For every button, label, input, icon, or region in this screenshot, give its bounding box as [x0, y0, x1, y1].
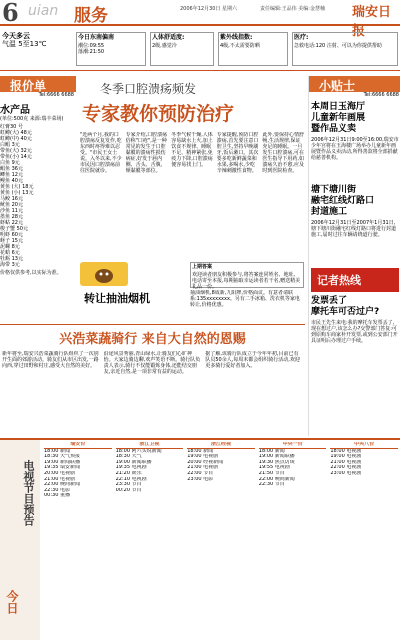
feature-para: 专家介绍,口腔溃疡俗称"口疮",是一种常见的发生于口腔黏膜的溃疡性损伤病症,好发于唇内侧、舌头、舌腹、颊黏膜等部位。 [125, 132, 168, 174]
price-title: 水产品 [0, 105, 30, 116]
list-item: 泥螺 8元 [0, 244, 20, 250]
medical-box: 医疗: 急救电话:120 注射、可以为你提供帮助 [292, 32, 398, 66]
list-item: 黄鱼 (大) 18元 [0, 184, 34, 190]
tips-header [309, 76, 400, 92]
list-item: 白鲳 3元 [0, 142, 20, 148]
list-item: 墨鱼 28元 [0, 214, 23, 220]
section-latin: uian [28, 3, 59, 19]
list-item: 虹鳟(中) 40元 [0, 136, 32, 142]
tv-today: 今日 [5, 590, 19, 614]
list-item: 马鲛 16元 [0, 196, 23, 202]
transfer-title: 转让抽油烟机 [84, 292, 150, 305]
list-item: 黄鱼 (小) 13元 [0, 190, 34, 196]
list-item: 花蛤 6元 [0, 250, 20, 256]
list-item: 鲳鱼 36元 [0, 166, 23, 172]
feature-para: 冬季气候干燥,人体容易缺水上火,加上饮食不规律、睡眠不足、精神紧张,免疫力下降,口腔溃疡便容易找上门。 [171, 132, 213, 168]
list-item: 红膏30 号 [0, 124, 23, 130]
tips-tel: Tel:6666 6688 [363, 92, 399, 98]
story2-headline: 塘下塘川街 融宅红线灯路口 封道施工 [311, 185, 375, 217]
tv-vertical-title: 电视节目预告 [22, 460, 35, 526]
list-item: 虹鳟(大) 48元 [0, 130, 32, 136]
editor-line: 责任编辑:王品伟 美编:金慧楠 [260, 6, 325, 12]
tv-label [0, 440, 40, 640]
header-bar [0, 0, 400, 39]
classified-section [80, 262, 305, 318]
reporter-hotline: 记者热线 [311, 268, 399, 292]
price-header [0, 76, 76, 92]
page-number: 6 [2, 0, 19, 27]
story1-headline: 本周日玉海厅 儿童新年画展 暨作品义卖 [311, 102, 366, 134]
list-item: 蛏子 15元 [0, 238, 23, 244]
dog-logo [80, 262, 128, 286]
price-column [0, 76, 76, 318]
tips-column [308, 76, 400, 436]
list-item: 牡蛎 13元 [0, 256, 23, 262]
wide-headline: 兴浩菜蔬骑行 来自大自然的恩赐 [59, 332, 246, 347]
story1-body: 2006年12月31日9:00至16:00,瑞安市少年宫将在玉海楼广场举办儿童新年画展暨作品义卖活动,所得善款将全部捐献给慈善机构。 [311, 137, 399, 161]
feature-headline: 专家教你预防治疗 [82, 103, 235, 125]
wide-story [0, 324, 305, 437]
list-item: 鱿鱼 20元 [0, 202, 23, 208]
feature-kicker: 冬季口腔溃疡频发 [100, 82, 197, 96]
list-item: 虾蛄 22元 [0, 220, 23, 226]
tips-header-label: 小贴士 [319, 79, 356, 93]
tv-channel: 浙江经视 18:00 新闻 19:00 电视剧 20:00 经视新闻 21:00 电视剧 22:00 节目 23:00 电影 [187, 442, 255, 499]
list-item: 梭子蟹 50元 [0, 226, 28, 232]
tv-channel: 浙江卫视 18:00 阿六头说新闻 18:30 天气 19:00 新闻联播 19:35 电视剧 21:20 娱乐 22:10 电视剧 23:30 节目 00:20 节目 [116, 442, 184, 499]
list-item: 海带 3元 [0, 262, 20, 268]
answer-box: 上期答案 欢迎读者朋友积极参与,将答案连同姓名、地址、电话寄至本报,每期抽取幸运读者若干名,赠送精美礼品一份。 [190, 262, 304, 288]
tv-listings [0, 438, 400, 640]
feature-para: 此外,要保持心情舒畅,生活规律,保证充足的睡眠。一旦发生口腔溃疡,可在医生指导下用药,如溃疡久治不愈,应及时到医院检查。 [262, 132, 304, 174]
wide-para: 据了解,该骑行队成立于今年年初,目前已有队员50余人,每周末都会组织骑行活动,欢迎更多骑行爱好者加入。 [205, 351, 300, 369]
feature-para: "近两个月,我的口腔溃疡反复发作,吃东西时疼得难以忍受。"市民王女士说。入冬以来,不少市民因口腔溃疡前往医院就诊。 [80, 132, 122, 174]
list-item: 鲫鱼 12元 [0, 172, 23, 178]
feature-story [80, 80, 305, 260]
tide-box: 今日东南偏南 潮位:09:55 落潮:21:50 [76, 32, 146, 66]
tv-channel: 中央八台 18:00 电视剧 19:00 电视剧 21:00 电视剧 22:00 电视剧 23:00 电视剧 [330, 442, 398, 499]
list-item: 鳗鱼 40元 [0, 178, 23, 184]
wide-para: 沿途风景秀丽,青山绿水,让骑友们心旷神怡。大家边骑边聊,欢声笑语不断。骑行队负责人表示,骑行不仅能锻炼身体,还能结交朋友,亲近自然,是一项非常有益的运动。 [103, 351, 201, 375]
dog-icon [92, 264, 116, 284]
weather-box: 今天多云 气温 5至13℃ [2, 32, 47, 48]
section-title: 服务 [74, 6, 108, 26]
wide-para: 新年将至,瑞安兴浩菜蔬骑行队组织了一次别开生面的郊游活动。骑友们从市区出发,一路向西,穿过田野和村庄,感受大自然的美好。 [2, 351, 99, 369]
list-item: 带鱼(小) 14元 [0, 154, 32, 160]
comfort-box: 人体舒适度: 2级,感觉冷 [150, 32, 214, 66]
list-item: 沙鱼 11元 [0, 208, 23, 214]
transfer-body: 抽油烟机,8成新,九阳牌,价格面议。有意者请联系:135xxxxxxxx。另有二手冰箱、洗衣机等家电转让,价格优惠。 [190, 290, 300, 308]
list-item: 明虾 60元 [0, 232, 23, 238]
price-subtitle: (单位:500克 来源:瑞丰菜场) [0, 116, 64, 122]
list-item: 白鱼 9元 [0, 160, 20, 166]
story3-headline: 发票丢了 摩托车可否过户? [311, 296, 380, 317]
price-list [0, 124, 76, 268]
price-note: 价格仅供参考,以实际为准。 [0, 270, 62, 276]
masthead: 瑞安日报 [352, 5, 392, 39]
story2-body: 2006年12月31日至2007年1月31日,塘下塘川街融宅红线灯路口将进行封道施工,届时过往车辆请绕道行驶。 [311, 220, 397, 238]
tv-channel: 瑞安台 18:00 新闻 18:30 天气预报 19:00 新闻联播 19:35 瑞安新闻 20:00 电视剧 21:00 电视剧 22:00 晚间新闻 22:30 电影 00:30 重播 [44, 442, 112, 499]
feature-para: 专家提醒,预防口腔溃疡,首先要注意口腔卫生,坚持早晚刷牙,饭后漱口。其次要多吃新鲜蔬菜和水果,多喝水,少吃辛辣刺激性食物。 [216, 132, 259, 174]
uv-box: 紫外线指数: 4级,不太需要防晒 [218, 32, 288, 66]
price-header-label: 报价单 [10, 79, 47, 93]
tv-channel: 中央一台 18:00 新闻 19:00 新闻联播 19:30 焦点访谈 19:55 电视剧 21:50 节目 22:00 晚间新闻 22:30 节目 [259, 442, 327, 499]
price-tel: Tel:6666 6688 [38, 92, 74, 98]
list-item: 带鱼(大) 32元 [0, 148, 32, 154]
story3-body: 市民王先生来电:我的摩托车发票丢了,现在想过户,该怎么办?交警部门答复:可到原购车商家补开发票,或到公安部门开具证明后办理过户手续。 [311, 320, 398, 344]
date-line: 2006年12月30日 星期六 [180, 6, 238, 12]
info-strip [0, 32, 400, 71]
